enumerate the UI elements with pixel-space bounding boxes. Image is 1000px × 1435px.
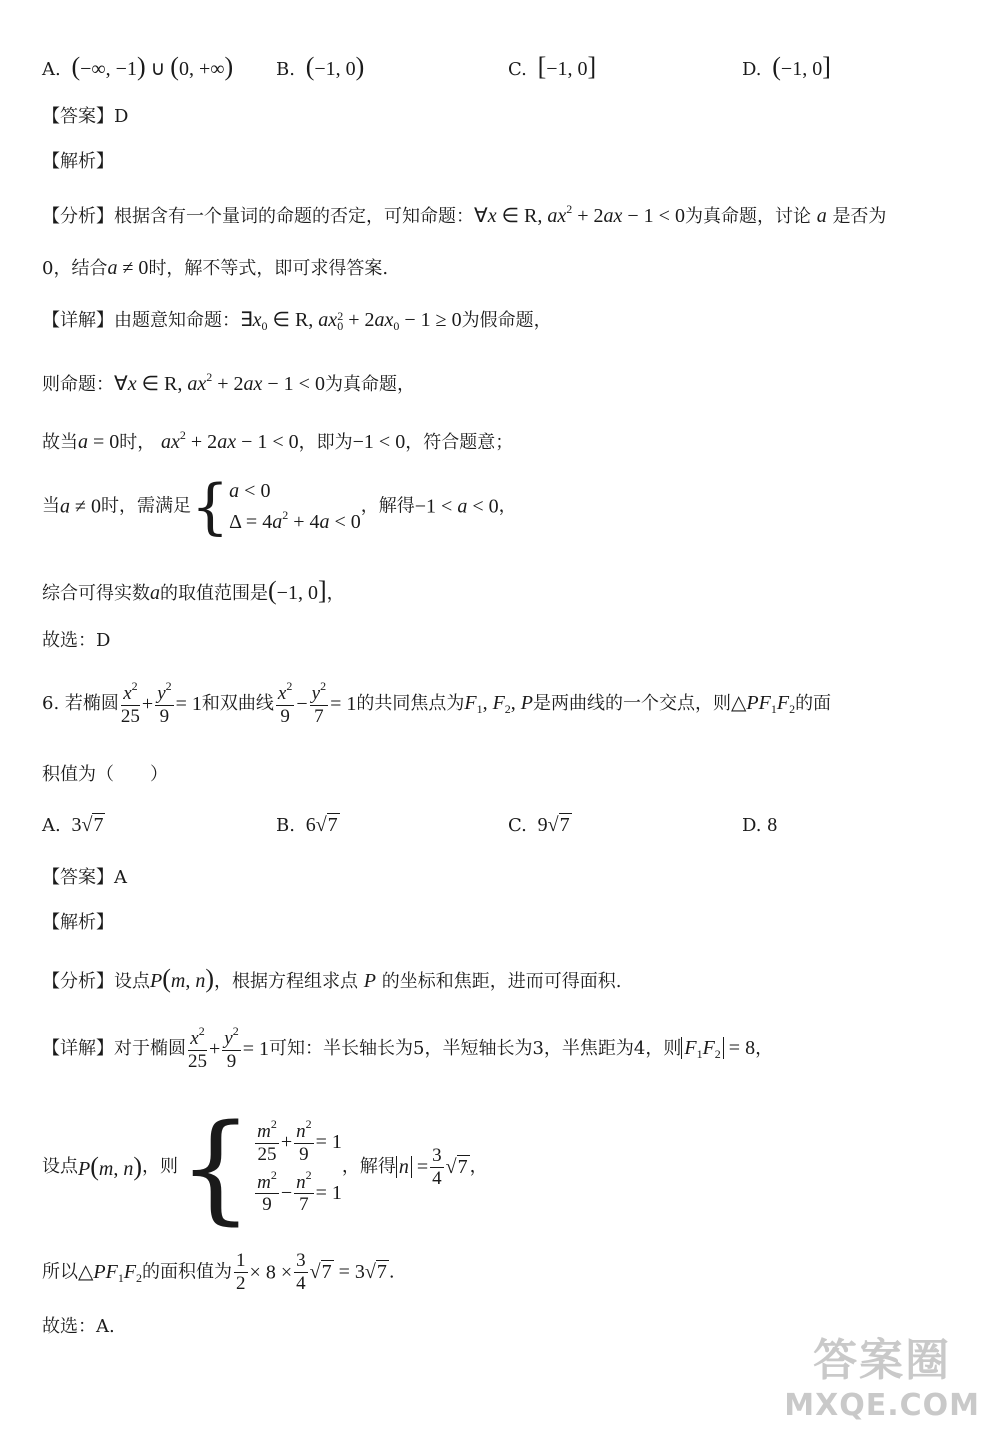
q5-choose: 故选：D xyxy=(42,630,111,651)
q5-fenxi-math: ∀x ∈ R, $ax^2 + 2ax - 1 < 0$ xyxy=(474,202,685,227)
q6-option-b: B. 6√7 xyxy=(276,814,338,836)
q6-option-c: C. 9√7 xyxy=(508,814,570,836)
q5-detail-line1: 【详解】由题意知命题：$\exists x_0$ ∈ R, ax 2 0 + $2ax_0 - 1 \ge 0$为假命题， xyxy=(42,308,552,334)
q5-detail-line3: 故当a = 0时， $ax^2 + 2ax - 1 < 0$，即为−1 < 0，符合题意； xyxy=(42,428,514,453)
q5-option-a: A. (−∞, −1) ∪ (0, +∞) xyxy=(42,52,234,81)
q5-fenxi-line2: 0，结合a ≠ 0时，解不等式，即可求得答案. xyxy=(42,257,389,279)
q6-system: $\frac{m^2}{25}$ + $\frac{n^2}{9}$ = 1 $\frac{m^2}{9}$ − $\frac{n^2}{7}$ = 1 xyxy=(257,1116,342,1216)
q6-detail-line2: 设点P(m, n)，则{ $\frac{m^2}{25}$ + $\frac{n^2}{9}$ = 1 $\frac{m^2}{9}$ − $\frac{n^2}{7}$ = 1 ，解得 n = $\frac{3}{4}$ √7 ， xyxy=(42,1098,488,1236)
q5-detail-line4: 当a ≠ 0时，需满足{ a < 0 $\Delta = 4a^2 + 4a < 0$ ，解得−1 < a < 0， xyxy=(42,471,517,542)
q6-detail-line1: 【详解】对于椭圆 $\frac{x^2}{25}$ + $\frac{y^2}{9}$ = 1可知：半长轴长为5，半短轴长为3，半焦距为4，则 $F_1F_2 = 8$， xyxy=(42,1024,774,1072)
q5-option-b-math: (−1, 0) xyxy=(305,52,365,81)
q5-detail-line2: 则命题：∀x ∈ R, $ax^2 + 2ax - 1 < 0$为真命题， xyxy=(42,370,415,395)
q5-analysis-heading: 【解析】 xyxy=(42,151,114,172)
q5-detail-line5: 综合可得实数a的取值范围是(−1, 0]， xyxy=(42,576,345,605)
q5-option-c: C. [−1, 0] xyxy=(508,52,597,81)
q5-answer: 【答案】D xyxy=(42,106,129,127)
watermark-logo: 答案圈 MXQE.COM xyxy=(784,1335,980,1423)
q5-system: a < 0 $\Delta = 4a^2 + 4a < 0$ xyxy=(229,480,361,533)
q5-option-a-math: (−∞, −1) ∪ (0, +∞) xyxy=(71,52,234,81)
left-brace: { xyxy=(190,471,230,542)
q5-option-d: D. (−1, 0] xyxy=(742,52,831,81)
q6-option-a: A. 3√7 xyxy=(42,814,104,836)
q5-option-b: B. (−1, 0) xyxy=(276,52,365,81)
q6-stem-line2: 积值为（ ） xyxy=(42,764,168,785)
q5-option-d-math: (−1, 0] xyxy=(772,52,831,81)
q6-choose: 故选：A. xyxy=(42,1316,115,1337)
q6-fenxi: 【分析】设点P(m, n)，根据方程组求点 P 的坐标和焦距，进而可得面积. xyxy=(42,964,622,993)
q5-fenxi-line1: 【分析】根据含有一个量词的命题的否定，可知命题：∀x ∈ R, $ax^2 + 2ax - 1 < 0$为真命题，讨论 a 是否为 xyxy=(42,202,887,227)
q6-answer: 【答案】A xyxy=(42,867,127,888)
q6-option-d: D. 8 xyxy=(742,814,778,836)
q6-detail-line3: 所以$\triangle PF_1F_2$的面积值为 $\frac{1}{2}$ × 8 × $\frac{3}{4}$ √7 = 3√7 . xyxy=(42,1250,395,1294)
frac: $\frac{x^2}{25}$ xyxy=(120,679,140,727)
q5-option-c-math: [−1, 0] xyxy=(537,52,597,81)
left-brace: { xyxy=(178,1098,254,1236)
q6-analysis-heading: 【解析】 xyxy=(42,912,114,933)
q6-stem-line1: 6. 若椭圆 $\frac{x^2}{25}$ + $\frac{y^2}{9}$ = 1和双曲线 $\frac{x^2}{9}$ − $\frac{y^2}{7}$ = 1的共同焦点为$F_1$, $F_2$, P是两曲线的一个交点，则$\triangle PF_1F_2$的面 xyxy=(42,679,832,727)
